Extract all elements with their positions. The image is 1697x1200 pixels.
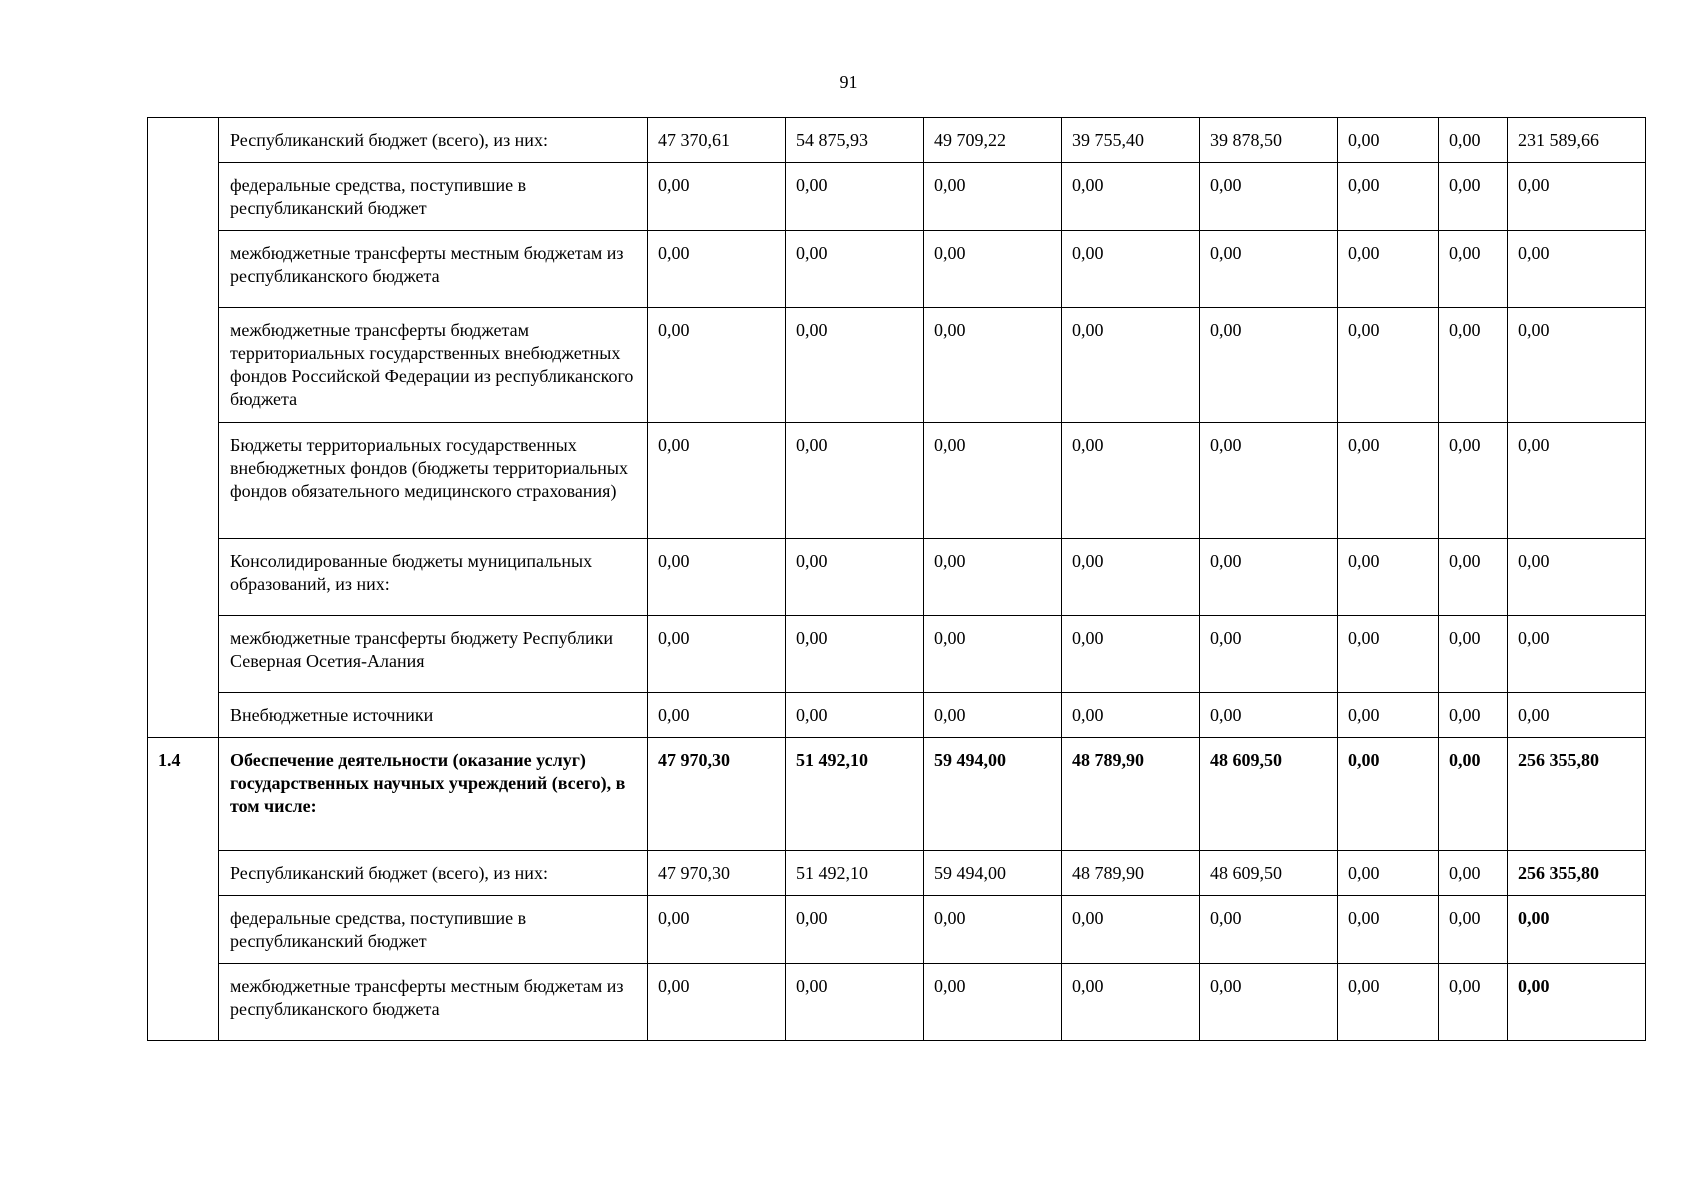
value-cell: 0,00: [648, 231, 786, 308]
value-cell: 0,00: [786, 616, 924, 693]
table-row: [148, 118, 1646, 163]
value-cell: 0,00: [786, 539, 924, 616]
value-cell: 0,00: [1338, 308, 1439, 423]
value-cell: 0,00: [1439, 738, 1508, 851]
value-cell: 0,00: [1062, 616, 1200, 693]
value-cell: 0,00: [1439, 616, 1508, 693]
value-cell: 0,00: [1439, 896, 1508, 964]
value-cell: 0,00: [648, 616, 786, 693]
value-cell: 0,00: [1508, 423, 1646, 539]
section-row: [148, 738, 1646, 851]
value-cell: 0,00: [1062, 163, 1200, 231]
value-cell: 0,00: [924, 539, 1062, 616]
table-row: [148, 616, 1646, 693]
value-cell: 0,00: [786, 896, 924, 964]
value-cell: 39 878,50: [1200, 118, 1338, 163]
value-cell: 0,00: [1439, 423, 1508, 539]
value-cell: 0,00: [1338, 231, 1439, 308]
row-label: межбюджетные трансферты бюджетам территориальных государственных внебюджетных фондов Российской Федерации из республиканского бюджета: [219, 308, 648, 423]
value-cell: 0,00: [924, 163, 1062, 231]
value-cell: 0,00: [1062, 423, 1200, 539]
table-row: [148, 896, 1646, 964]
value-cell: 51 492,10: [786, 738, 924, 851]
table-row: [148, 693, 1646, 738]
value-cell: 0,00: [924, 616, 1062, 693]
value-cell: 48 789,90: [1062, 738, 1200, 851]
value-cell: 0,00: [1200, 616, 1338, 693]
value-cell: 0,00: [648, 423, 786, 539]
table-row: [148, 964, 1646, 1041]
table-row: [148, 851, 1646, 896]
value-cell: 0,00: [924, 308, 1062, 423]
value-cell: 0,00: [648, 693, 786, 738]
value-cell: 0,00: [1200, 308, 1338, 423]
value-cell: 39 755,40: [1062, 118, 1200, 163]
value-cell: 0,00: [1439, 118, 1508, 163]
value-cell: 0,00: [1508, 308, 1646, 423]
value-cell: 0,00: [1508, 616, 1646, 693]
table-row: [148, 423, 1646, 539]
value-cell: 0,00: [1508, 539, 1646, 616]
section-label: Обеспечение деятельности (оказание услуг) государственных научных учреждений (всего), в том числе:: [219, 738, 648, 851]
value-cell: 0,00: [1338, 851, 1439, 896]
value-cell: 48 609,50: [1200, 738, 1338, 851]
value-cell: 0,00: [1508, 964, 1646, 1041]
value-cell: 0,00: [648, 163, 786, 231]
value-cell: 0,00: [1062, 693, 1200, 738]
budget-table: [147, 117, 1646, 1041]
value-cell: 0,00: [1338, 616, 1439, 693]
value-cell: 0,00: [1062, 964, 1200, 1041]
value-cell: 0,00: [924, 964, 1062, 1041]
row-label: межбюджетные трансферты местным бюджетам из республиканского бюджета: [219, 231, 648, 308]
value-cell: 0,00: [1439, 308, 1508, 423]
value-cell: 0,00: [924, 231, 1062, 308]
value-cell: 0,00: [1338, 163, 1439, 231]
table-row: [148, 539, 1646, 616]
value-cell: 59 494,00: [924, 851, 1062, 896]
value-cell: 231 589,66: [1508, 118, 1646, 163]
table-row: [148, 308, 1646, 423]
value-cell: 0,00: [1200, 964, 1338, 1041]
table-row: [148, 163, 1646, 231]
value-cell: 256 355,80: [1508, 738, 1646, 851]
row-label: федеральные средства, поступившие в республиканский бюджет: [219, 896, 648, 964]
value-cell: 0,00: [1338, 738, 1439, 851]
value-cell: 0,00: [1062, 896, 1200, 964]
value-cell: 0,00: [1338, 539, 1439, 616]
value-cell: 0,00: [786, 308, 924, 423]
value-cell: 0,00: [1062, 231, 1200, 308]
row-label: Республиканский бюджет (всего), из них:: [219, 851, 648, 896]
value-cell: 0,00: [786, 964, 924, 1041]
value-cell: 0,00: [1338, 118, 1439, 163]
page-number: 91: [839, 72, 858, 92]
value-cell: 47 370,61: [648, 118, 786, 163]
value-cell: 0,00: [786, 231, 924, 308]
value-cell: 0,00: [648, 964, 786, 1041]
value-cell: 256 355,80: [1508, 851, 1646, 896]
value-cell: 0,00: [1338, 693, 1439, 738]
value-cell: 0,00: [1439, 163, 1508, 231]
value-cell: 0,00: [1062, 308, 1200, 423]
value-cell: 47 970,30: [648, 851, 786, 896]
row-label: Республиканский бюджет (всего), из них:: [219, 118, 648, 163]
value-cell: 0,00: [648, 539, 786, 616]
value-cell: 0,00: [1508, 896, 1646, 964]
value-cell: 0,00: [786, 693, 924, 738]
value-cell: 0,00: [786, 163, 924, 231]
value-cell: 0,00: [648, 308, 786, 423]
value-cell: 0,00: [1338, 423, 1439, 539]
value-cell: 0,00: [648, 896, 786, 964]
row-label: федеральные средства, поступившие в республиканский бюджет: [219, 163, 648, 231]
value-cell: 54 875,93: [786, 118, 924, 163]
row-label: межбюджетные трансферты бюджету Республики Северная Осетия-Алания: [219, 616, 648, 693]
value-cell: 49 709,22: [924, 118, 1062, 163]
value-cell: 0,00: [1439, 539, 1508, 616]
value-cell: 47 970,30: [648, 738, 786, 851]
value-cell: 0,00: [1508, 163, 1646, 231]
value-cell: 0,00: [924, 896, 1062, 964]
value-cell: 0,00: [1200, 163, 1338, 231]
value-cell: 0,00: [1200, 231, 1338, 308]
value-cell: 0,00: [1508, 693, 1646, 738]
value-cell: 0,00: [1200, 539, 1338, 616]
index-cell-empty: [148, 118, 219, 738]
value-cell: 0,00: [1338, 896, 1439, 964]
value-cell: 48 609,50: [1200, 851, 1338, 896]
value-cell: 0,00: [924, 423, 1062, 539]
value-cell: 0,00: [1200, 423, 1338, 539]
value-cell: 0,00: [1439, 851, 1508, 896]
value-cell: 48 789,90: [1062, 851, 1200, 896]
row-label: Внебюджетные источники: [219, 693, 648, 738]
value-cell: 0,00: [1200, 896, 1338, 964]
row-label: Консолидированные бюджеты муниципальных образований, из них:: [219, 539, 648, 616]
value-cell: 0,00: [1338, 964, 1439, 1041]
table-row: [148, 231, 1646, 308]
value-cell: 0,00: [1439, 964, 1508, 1041]
value-cell: 0,00: [1508, 231, 1646, 308]
value-cell: 59 494,00: [924, 738, 1062, 851]
value-cell: 0,00: [924, 693, 1062, 738]
section-index: 1.4: [148, 738, 219, 1041]
value-cell: 0,00: [786, 423, 924, 539]
value-cell: 0,00: [1439, 693, 1508, 738]
value-cell: 0,00: [1062, 539, 1200, 616]
value-cell: 51 492,10: [786, 851, 924, 896]
row-label: межбюджетные трансферты местным бюджетам из республиканского бюджета: [219, 964, 648, 1041]
value-cell: 0,00: [1439, 231, 1508, 308]
value-cell: 0,00: [1200, 693, 1338, 738]
row-label: Бюджеты территориальных государственных внебюджетных фондов (бюджеты территориальных фондов обязательного медицинского страхования): [219, 423, 648, 539]
